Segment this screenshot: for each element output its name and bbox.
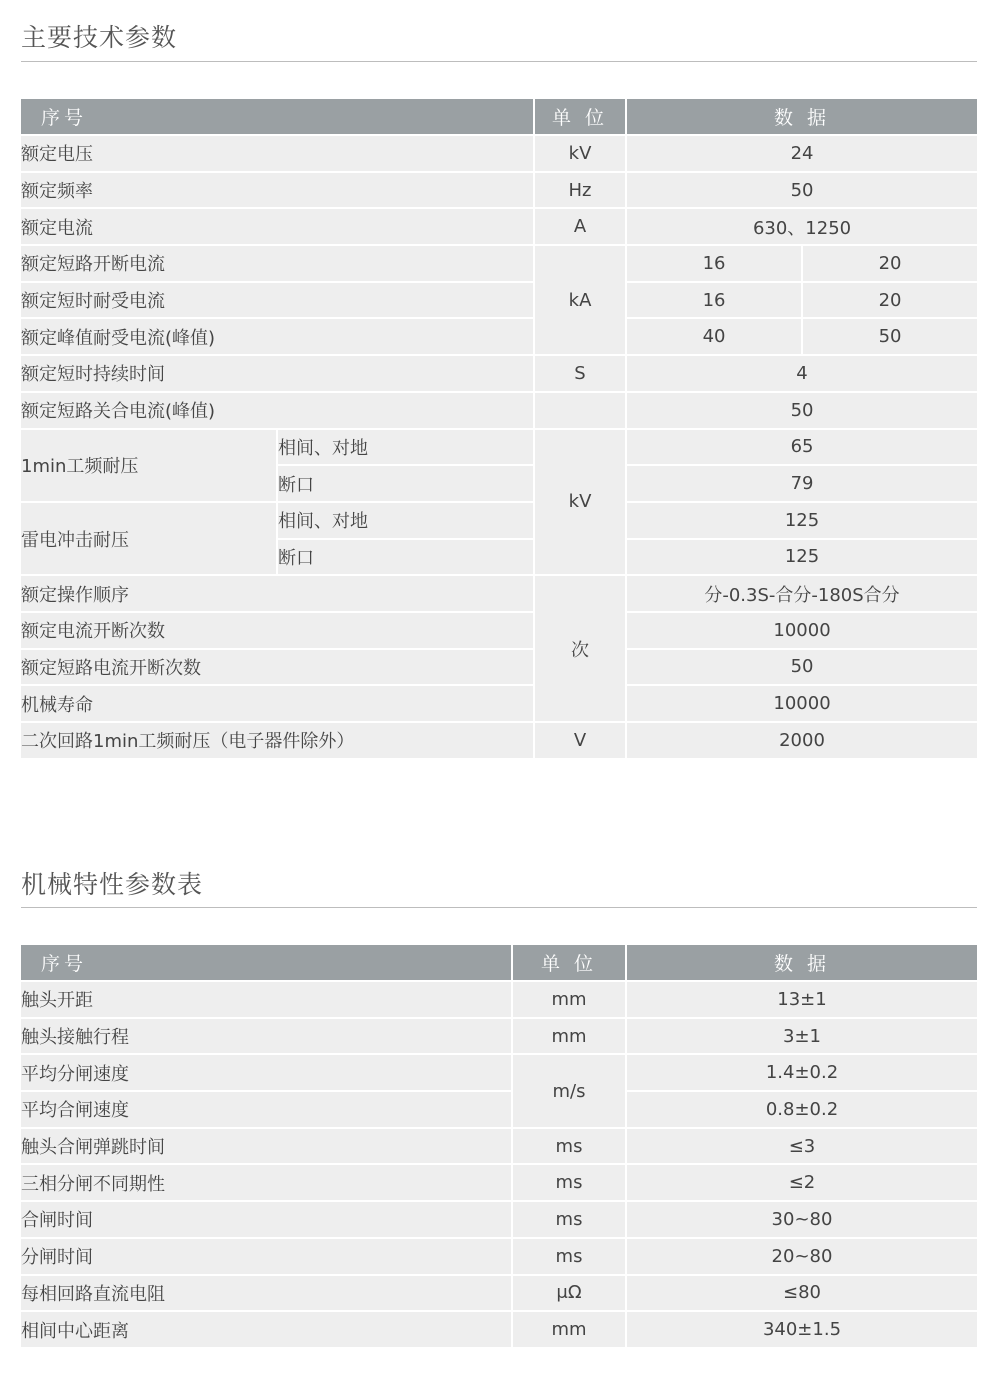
param-unit: mm [512,981,626,1018]
table-row [21,172,977,209]
param-value: 24 [626,135,977,172]
param-name: 机械寿命 [21,685,534,722]
param-value: 50 [626,172,977,209]
param-value-a: 40 [626,318,802,355]
param-name: 额定短路关合电流(峰值) [21,392,534,429]
param-value: 0.8±0.2 [626,1091,977,1128]
table-row [21,318,977,355]
param-name: 额定频率 [21,172,534,209]
param-name: 额定短时持续时间 [21,355,534,392]
table-row [21,575,977,612]
table-row [21,282,977,319]
table-header-row [21,945,977,981]
param-value: 630、1250 [626,208,977,245]
header-item: 序号 [21,99,534,135]
main-params-table [21,99,977,760]
param-value: 79 [626,465,977,502]
section-title-main-params: 主要技术参数 [21,23,178,52]
param-sub-name: 断口 [277,539,534,576]
param-value: 50 [626,392,977,429]
table-row [21,1054,977,1091]
table-row [21,208,977,245]
table-row [21,1311,977,1348]
param-unit: V [534,722,626,759]
table-row [21,685,977,722]
param-unit: S [534,355,626,392]
table-row [21,355,977,392]
header-data: 数 据 [626,945,977,981]
param-name: 额定短路电流开断次数 [21,649,534,686]
param-unit: ms [512,1164,626,1201]
param-value: ≤80 [626,1275,977,1312]
param-sub-name: 相间、对地 [277,502,534,539]
param-value: 20~80 [626,1238,977,1275]
param-name: 平均分闸速度 [21,1054,512,1091]
param-name: 额定操作顺序 [21,575,534,612]
param-name: 相间中心距离 [21,1311,512,1348]
param-unit: kV [534,135,626,172]
divider [21,61,977,62]
param-name: 触头合闸弹跳时间 [21,1128,512,1165]
table-row [21,502,977,539]
param-value-b: 20 [802,245,977,282]
header-item: 序号 [21,945,512,981]
param-unit: ms [512,1238,626,1275]
param-name: 额定电流 [21,208,534,245]
param-sub-name: 相间、对地 [277,429,534,466]
param-name: 触头开距 [21,981,512,1018]
param-value: 1.4±0.2 [626,1054,977,1091]
table-row [21,1238,977,1275]
table-row [21,392,977,429]
table-row [21,245,977,282]
param-value: 2000 [626,722,977,759]
table-row [21,1018,977,1055]
header-unit: 单 位 [534,99,626,135]
param-value: 4 [626,355,977,392]
param-name: 分闸时间 [21,1238,512,1275]
param-unit: 次 [534,575,626,722]
param-value-b: 20 [802,282,977,319]
param-value: 125 [626,502,977,539]
param-value: 分-0.3S-合分-180S合分 [626,575,977,612]
param-name: 三相分闸不同期性 [21,1164,512,1201]
param-unit: Hz [534,172,626,209]
param-value: 10000 [626,685,977,722]
param-unit: m/s [512,1054,626,1127]
param-value-b: 50 [802,318,977,355]
param-group-name: 1min工频耐压 [21,429,277,502]
table-row [21,1275,977,1312]
param-value: 30~80 [626,1201,977,1238]
param-value-a: 16 [626,282,802,319]
param-value-a: 16 [626,245,802,282]
param-unit: mm [512,1311,626,1348]
table-row [21,429,977,466]
section-title-mechanical-params: 机械特性参数表 [21,870,204,899]
param-value: ≤2 [626,1164,977,1201]
param-name: 合闸时间 [21,1201,512,1238]
param-sub-name: 断口 [277,465,534,502]
divider [21,907,977,908]
param-name: 每相回路直流电阻 [21,1275,512,1312]
mechanical-params-table [21,945,977,1349]
param-name: 额定电压 [21,135,534,172]
param-group-name: 雷电冲击耐压 [21,502,277,575]
param-name: 额定电流开断次数 [21,612,534,649]
param-unit: ms [512,1128,626,1165]
table-row [21,722,977,759]
param-unit: mm [512,1018,626,1055]
table-row [21,1164,977,1201]
param-name: 额定峰值耐受电流(峰值) [21,318,534,355]
param-name: 额定短时耐受电流 [21,282,534,319]
param-unit [534,392,626,429]
param-name: 额定短路开断电流 [21,245,534,282]
param-value: 13±1 [626,981,977,1018]
param-value: ≤3 [626,1128,977,1165]
header-unit: 单 位 [512,945,626,981]
param-value: 125 [626,539,977,576]
param-unit: ms [512,1201,626,1238]
table-row [21,1128,977,1165]
table-row [21,649,977,686]
table-header-row [21,99,977,135]
param-value: 3±1 [626,1018,977,1055]
param-value: 10000 [626,612,977,649]
table-row [21,135,977,172]
param-name: 触头接触行程 [21,1018,512,1055]
table-row [21,612,977,649]
param-value: 340±1.5 [626,1311,977,1348]
param-value: 65 [626,429,977,466]
param-unit: kA [534,245,626,355]
header-data: 数 据 [626,99,977,135]
param-unit: A [534,208,626,245]
table-row [21,981,977,1018]
param-name: 平均合闸速度 [21,1091,512,1128]
param-name: 二次回路1min工频耐压（电子器件除外） [21,722,534,759]
table-row [21,1201,977,1238]
param-unit: kV [534,429,626,576]
param-value: 50 [626,649,977,686]
param-unit: μΩ [512,1275,626,1312]
table-row [21,1091,977,1128]
